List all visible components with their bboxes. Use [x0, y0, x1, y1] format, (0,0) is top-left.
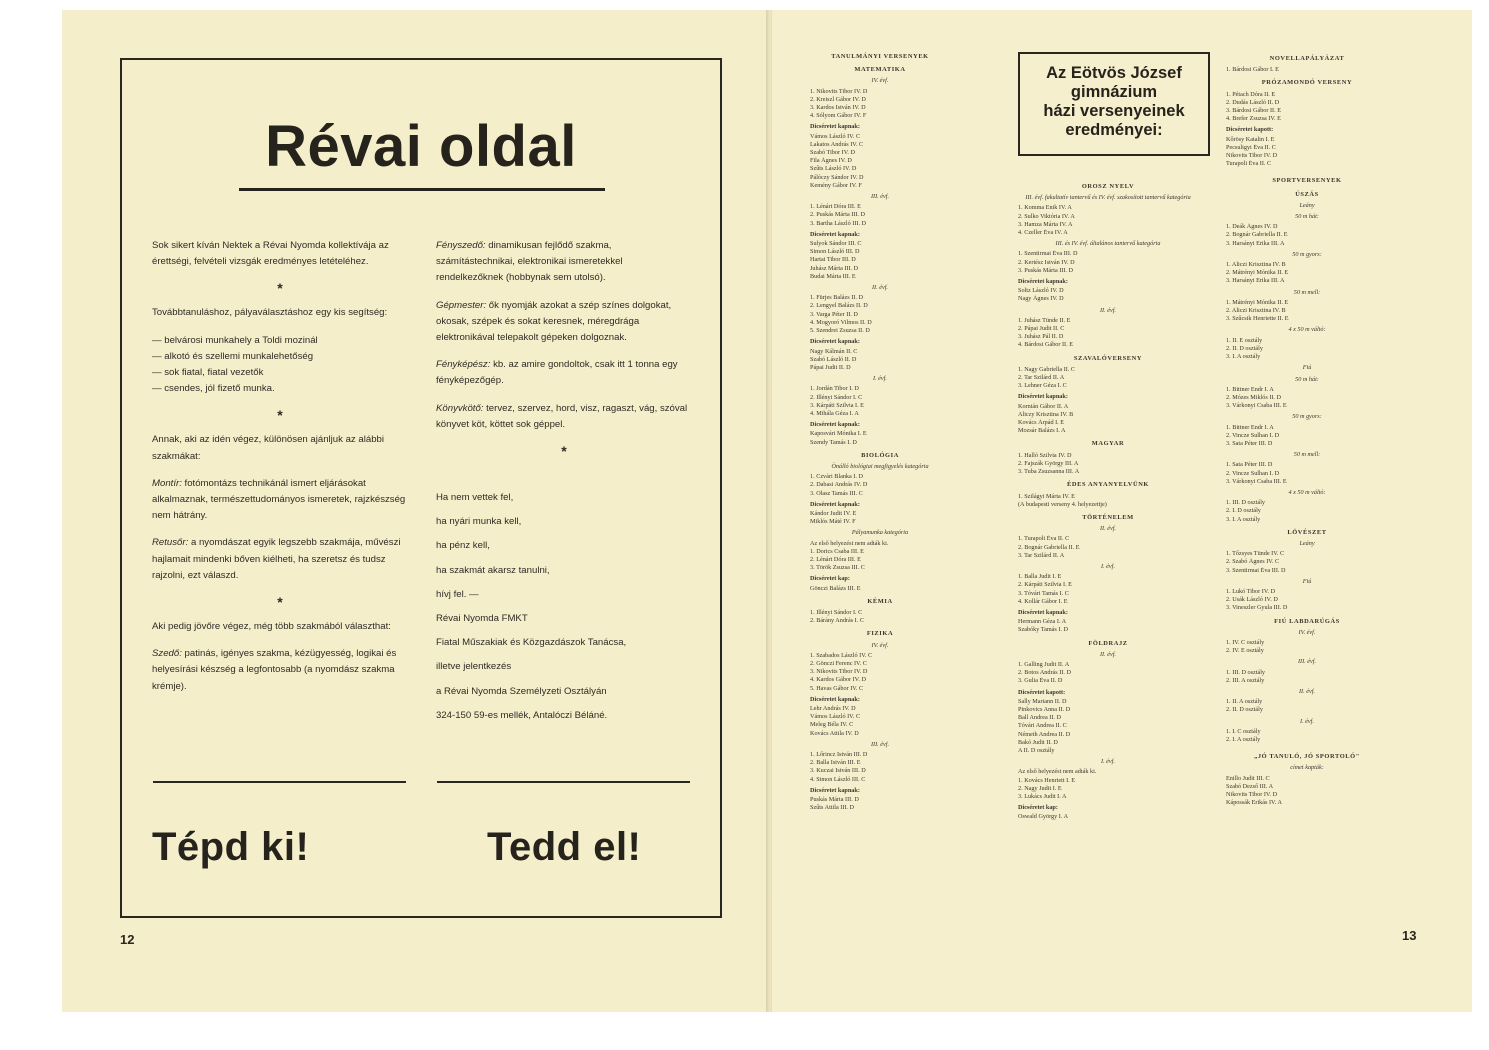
- result-entry: 2. Vincze Sulhan I. D: [1226, 469, 1280, 477]
- page-number-left: 12: [120, 932, 135, 947]
- szedo-text: patinás, igényes szakma, kézügyesség, logikai és helyesírási készség a legfontosabb (a nyomdász szakma krémje).: [152, 648, 397, 692]
- result-entry: 1. III. D osztály: [1226, 668, 1266, 676]
- result-entry: 4. Czeller Éva IV. A: [1018, 229, 1068, 237]
- result-entry: 1. Szabados László IV. C: [810, 651, 873, 659]
- result-entry: Szendy Tamás I. D: [810, 438, 857, 446]
- contact-line: ha pénz kell,: [436, 540, 490, 552]
- result-entry: 1. Bárdosi Gábor I. E: [1226, 66, 1279, 74]
- result-entry: 2. Nagy Judit I. E: [1018, 784, 1062, 792]
- section-heading: MATEMATIKA: [854, 66, 906, 74]
- result-entry: 2. Botos András II. D: [1018, 669, 1071, 677]
- result-entry: 5. Havas Gábor IV. C: [810, 684, 864, 692]
- gepmester-label: Gépmester:: [436, 299, 487, 311]
- section-subheading: 50 m hát:: [1295, 213, 1319, 221]
- result-entry: 3. Vineszler Gyula III. D: [1226, 604, 1288, 612]
- star-separator: *: [277, 594, 283, 611]
- section-subheading: IV. évf.: [871, 641, 889, 649]
- gepmester-text: ők nyomják azokat a szép színes dolgokat, okosak, szépek és sokat keresnek, méregdrága elektronikával telepakolt gépeken dolgoznak.: [436, 299, 672, 344]
- result-entry: 2. Kárpáti Szilvia I. E: [1018, 581, 1072, 589]
- result-entry: 3. Tóvári Tamás I. C: [1018, 589, 1069, 597]
- result-entry: 1. Halló Szilvia IV. D: [1018, 451, 1072, 459]
- result-entry: 3. Várkonyi Csaba III. E: [1226, 477, 1287, 485]
- result-entry: 1. II. E osztály: [1226, 336, 1263, 344]
- result-entry: Budai Márta III. E: [810, 272, 856, 280]
- cut-line-left: [153, 781, 406, 783]
- result-entry: Sally Mariann II. D: [1018, 697, 1067, 705]
- section-subheading: IV. évf.: [1298, 628, 1316, 636]
- retusor-paragraph: [152, 535, 408, 584]
- result-entry: 1. Pétach Dóra II. E: [1226, 90, 1276, 98]
- result-entry: Enillo Judit III. C: [1226, 774, 1270, 782]
- konyvkoto-text: tervez, szervez, hord, visz, ragaszt, vág, szóval könyvet köt, köttet sok géppel.: [436, 402, 688, 430]
- result-entry: 2. Tar Szilárd II. A: [1018, 374, 1065, 382]
- result-entry: 3. Kardos István IV. D: [810, 104, 866, 112]
- result-entry: 2. Vincze Sulhan I. D: [1226, 431, 1280, 439]
- result-entry: Oswald György I. A: [1018, 813, 1069, 821]
- section-heading: BIOLÓGIA: [861, 451, 899, 459]
- result-entry: Soltz László IV. D: [1018, 287, 1064, 295]
- section-heading: ÉDES ANYANYELVÜNK: [1067, 481, 1149, 489]
- montir-label: Montír:: [152, 477, 182, 489]
- result-entry: 2. Pápai Judit II. C: [1018, 325, 1065, 333]
- result-entry: Fila Ágnes IV. D: [810, 157, 852, 165]
- result-entry: 3. Hamza Márta IV. A: [1018, 220, 1073, 228]
- result-entry: 1. Komma Enik IV. A: [1018, 204, 1072, 212]
- result-entry: 2. I. A osztály: [1226, 736, 1261, 744]
- result-entry: Szabóky Tamás I. D: [1018, 626, 1068, 634]
- result-entry: 3. Kárpáti Szilvia I. E: [810, 401, 864, 409]
- result-entry: 1. Jordán Tibor I. D: [810, 385, 859, 393]
- result-entry: Szabó Dezső III. A: [1226, 782, 1274, 790]
- result-entry: 3. Szentirmai Éva III. D: [1226, 566, 1286, 574]
- result-entry: Az első helyezést nem adták ki.: [1018, 768, 1097, 776]
- result-entry: Pápai Judit II. D: [810, 363, 851, 371]
- section-subheading: Leány: [1299, 201, 1315, 209]
- result-entry: 2. Kertész István IV. D: [1018, 258, 1075, 266]
- star-separator: *: [561, 443, 567, 460]
- category-label: Dicséretet kapnak:: [810, 786, 860, 794]
- result-entry: 1. Tőzsyes Tünde IV. C: [1226, 550, 1285, 558]
- result-entry: Szűts László IV. D: [810, 165, 857, 173]
- result-entry: 2. Balla István III. E: [810, 759, 861, 767]
- section-subheading: címet kapták:: [1290, 764, 1324, 772]
- section-subheading: 50 m mell:: [1293, 451, 1321, 459]
- list-item: — belvárosi munkahely a Toldi mozinál: [152, 334, 318, 346]
- section-subheading: II. évf.: [872, 284, 888, 292]
- result-entry: Kápossák Erikás IV. A: [1226, 799, 1282, 807]
- result-entry: Szűts Attila III. D: [810, 804, 854, 812]
- result-entry: Kándor Judit IV. E: [810, 509, 857, 517]
- category-label: Dicséretet kapnak:: [810, 230, 860, 238]
- section-subheading: III. évf.: [870, 740, 890, 748]
- result-entry: 2. Puskás Márta III. D: [810, 211, 865, 219]
- section-subheading: 4 x 50 m váltó:: [1288, 488, 1326, 496]
- section-subheading: I. évf.: [1101, 758, 1115, 766]
- result-entry: Miklós Máté IV. F: [810, 518, 856, 526]
- list-item: — csendes, jól fizető munka.: [152, 383, 275, 395]
- results-column-2: [1018, 178, 1198, 822]
- result-entry: Turapoli Éva II. C: [1226, 160, 1272, 168]
- result-entry: 3. Bárdosi Gábor II. E: [1226, 107, 1281, 115]
- result-entry: 3. Tar Szilárd II. A: [1018, 551, 1065, 559]
- result-entry: 1. Juhász Tünde II. E: [1018, 316, 1071, 324]
- result-entry: 3. I. A osztály: [1226, 353, 1261, 361]
- result-entry: Lakatos András IV. C: [810, 140, 864, 148]
- result-entry: 2. Gönczi Ferenc IV. C: [810, 660, 867, 667]
- section-subheading: III. évf. fakultatív tantervű és IV. évf. szakosított tantervű kategória: [1025, 194, 1191, 202]
- result-entry: 4. Brefer Zsuzsa IV. E: [1226, 115, 1281, 123]
- result-entry: 1. Nikovits Tibor IV. D: [810, 87, 868, 95]
- result-entry: Ball Andrea II. D: [1018, 714, 1061, 722]
- result-entry: 4. Simon László III. C: [810, 775, 866, 783]
- help-list: [152, 333, 408, 398]
- section-heading: MAGYAR: [1091, 440, 1125, 448]
- contact-line: 324-150 59-es mellék, Antalóczi Béláné.: [436, 709, 608, 721]
- result-entry: 1. Galling Judit II. A: [1018, 660, 1070, 668]
- section-subheading: 50 m gyors:: [1292, 413, 1322, 421]
- result-entry: 1. Balla Judit I. E: [1018, 573, 1062, 581]
- result-entry: 1. Mátrényi Mónika II. E: [1226, 298, 1289, 306]
- result-entry: Németh Andrea II. D: [1018, 730, 1071, 738]
- result-entry: 2. Aliczi Krisztina IV. B: [1226, 307, 1286, 315]
- result-entry: 2. Fajszák György III. A: [1018, 459, 1079, 467]
- section-heading: NOVELLAPÁLYÁZAT: [1269, 55, 1345, 62]
- result-entry: 2. Bárány András I. C: [810, 617, 864, 625]
- result-entry: 1. Bittner Endr I. A: [1226, 423, 1274, 431]
- result-entry: Gönczi Balázs III. E: [810, 584, 861, 592]
- category-label: Dicséretet kap:: [810, 575, 850, 583]
- result-entry: 3. Gulia Éva II. D: [1018, 677, 1063, 685]
- section-heading: SZAVALÓVERSENY: [1073, 354, 1143, 362]
- fenyszedo-label: Fényszedő:: [436, 240, 486, 251]
- fenykepesz-label: Fényképész:: [436, 359, 491, 371]
- result-entry: Kovács Árpád I. E: [1018, 419, 1065, 427]
- konyvkoto-label: Könyvkötő:: [436, 402, 484, 414]
- result-entry: 1. Fürjes Balázs II. D: [810, 294, 863, 302]
- list-item: — alkotó és szellemi munkalehetőség: [152, 350, 314, 362]
- result-entry: 4. Mogyoró Vilmos II. D: [810, 318, 872, 326]
- recommend-text: Annak, aki az idén végez, különösen ajánljuk az alábbi szakmákat:: [152, 434, 385, 462]
- section-subheading: III. évf.: [870, 193, 890, 201]
- result-entry: Bakó Judit II. D: [1018, 738, 1058, 746]
- section-subheading: 50 m hát:: [1295, 375, 1319, 383]
- result-entry: Pinkovics Anna II. D: [1018, 705, 1071, 713]
- result-entry: Meleg Béla IV. C: [810, 721, 854, 729]
- result-entry: 3. Nikovits Tibor IV. D: [810, 668, 868, 676]
- results-column-1: [810, 48, 950, 812]
- list-item: — sok fiatal, fiatal vezetők: [152, 367, 264, 379]
- results-column-3: [1226, 50, 1388, 807]
- result-entry: Simon László III. D: [810, 248, 860, 256]
- section-heading: TANULMÁNYI VERSENYEK: [831, 53, 929, 60]
- result-entry: Vámos László IV. C: [810, 713, 861, 721]
- result-entry: Puskás Márta III. D: [810, 796, 859, 804]
- section-subheading: II. évf.: [1299, 688, 1315, 695]
- result-entry: 4. Sólyom Gábor IV. F: [810, 112, 867, 120]
- result-entry: 3. Szűcsik Henriette II. E: [1226, 315, 1289, 323]
- result-entry: 1. Lőrincz István III. D: [810, 751, 868, 759]
- category-label: Dicséretet kapott:: [1018, 688, 1066, 696]
- section-heading: LÖVÉSZET: [1287, 528, 1327, 536]
- middle-column: [436, 238, 692, 732]
- result-entry: 1. III. D osztály: [1226, 499, 1266, 507]
- result-entry: Hartai Tibor III. D: [810, 256, 856, 264]
- result-entry: 3. Puskás Márta III. D: [1018, 266, 1073, 274]
- section-subheading: II. évf.: [1100, 650, 1116, 658]
- result-entry: (A budapesti verseny 4. helyezettje): [1018, 500, 1107, 508]
- result-entry: 2. Bognár Gabriella II. E: [1018, 543, 1080, 551]
- szedo-paragraph: [152, 646, 408, 695]
- section-subheading: I. évf.: [1101, 562, 1115, 570]
- section-subheading: 4 x 50 m váltó:: [1288, 326, 1326, 334]
- result-entry: 1. IV. C osztály: [1226, 638, 1265, 646]
- result-entry: 3. Sata Péter III. D: [1226, 439, 1273, 447]
- section-subheading: 50 m mell:: [1293, 288, 1321, 296]
- retusor-label: Retusőr:: [152, 537, 189, 549]
- result-entry: Lehr András IV. D: [810, 705, 856, 713]
- contact-line: Fiatal Műszakiak és Közgazdászok Tanácsa,: [436, 637, 627, 649]
- fenyszedo-text: dinamikusan fejlődő szakma, számítástechnikai, elektronikai ismeretekkel rendelkezőknek (hobbynak sem utolsó).: [436, 240, 623, 284]
- result-entry: Kovács Attila IV. D: [810, 729, 859, 737]
- result-entry: 3. Juhász Pál II. D: [1018, 333, 1064, 341]
- result-entry: 1. II. A osztály: [1226, 698, 1263, 706]
- montir-paragraph: [152, 476, 408, 525]
- section-heading: OROSZ NYELV: [1081, 183, 1135, 190]
- result-entry: 1. Illényi Sándor I. C: [810, 608, 863, 616]
- result-entry: Vámos László IV. C: [810, 132, 861, 140]
- result-entry: Nagy Ágnes IV. D: [1018, 295, 1064, 303]
- result-entry: Kaposvári Mónika I. E: [810, 430, 867, 438]
- result-entry: 2. II. D osztály: [1226, 706, 1263, 714]
- section-subheading: III. és IV. évf. általános tantervű kategória: [1055, 240, 1161, 248]
- result-entry: 2. Bognár Gabriella II. E: [1226, 231, 1288, 239]
- section-heading: KÉMIA: [867, 597, 893, 605]
- result-entry: 4. Kardos Gábor IV. D: [810, 676, 866, 684]
- result-entry: 1. Aliczi Krisztina IV. B: [1226, 261, 1286, 269]
- help-intro: Továbbtanuláshoz, pályaválasztáshoz egy kis segítség:: [152, 307, 388, 319]
- result-entry: Kemény Gábor IV. F: [810, 181, 862, 189]
- result-entry: 1. Deák Ágnes IV. D: [1226, 223, 1278, 231]
- fenykepesz-text: kb. az amire gondoltok, csak itt 1 tonna egy fényképezőgép.: [436, 359, 678, 387]
- result-entry: 2. Dudás László II. D: [1226, 98, 1280, 106]
- contact-line: ha nyári munka kell,: [436, 516, 522, 528]
- section-subheading: 50 m gyors:: [1292, 250, 1322, 258]
- section-heading: TÖRTÉNELEM: [1082, 513, 1134, 521]
- result-entry: 2. Dabasi András IV. D: [810, 481, 868, 489]
- result-entry: Nikovits Tibor IV. D: [1226, 791, 1278, 799]
- category-label: Dicséretet kapnak:: [810, 338, 860, 346]
- result-entry: 2. Lénárt Dóra III. E: [810, 555, 861, 563]
- results-title-box: [1018, 52, 1210, 156]
- result-entry: 2. Usák László IV. D: [1226, 596, 1278, 604]
- result-entry: 1. Sata Péter III. D: [1226, 461, 1273, 469]
- title-underline: [239, 188, 605, 191]
- section-subheading: I. évf.: [1300, 717, 1314, 725]
- spacer: [1226, 744, 1388, 748]
- result-entry: 1. Szentirmai Éva III. D: [1018, 250, 1078, 258]
- result-entry: 3. Olasz Tamás III. C: [810, 489, 863, 497]
- section-subheading: II. évf.: [1100, 525, 1116, 533]
- fenyszedo-paragraph: [436, 238, 692, 287]
- intro-text: Sok sikert kíván Nektek a Révai Nyomda kollektívája az érettségi, felvételi vizsgák eredményes letételéhez.: [152, 240, 389, 268]
- section-heading: FIZIKA: [866, 630, 894, 638]
- section-heading: SPORTVERSENYEK: [1272, 177, 1342, 185]
- result-entry: 3. Harsányi Erika III. A: [1226, 277, 1285, 285]
- section-heading: PRÓZAMONDÓ VERSENY: [1261, 79, 1353, 87]
- contact-line: Ha nem vettek fel,: [436, 492, 514, 504]
- contact-line: Révai Nyomda FMKT: [436, 613, 528, 625]
- result-entry: Pálóczy Sándor IV. D: [810, 173, 864, 181]
- star-separator: *: [277, 407, 283, 424]
- left-column: [152, 238, 408, 706]
- result-entry: 2. Kreiszl Gábor IV. D: [810, 95, 866, 103]
- section-heading: „JÓ TANULÓ, JÓ SPORTOLÓ": [1254, 753, 1360, 761]
- contact-line: ha szakmát akarsz tanulni,: [436, 564, 550, 576]
- result-entry: Sulyok Sándor III. C: [810, 240, 862, 248]
- spacer: [1226, 168, 1388, 172]
- result-entry: 2. Sulko Viktória IV. A: [1018, 212, 1075, 220]
- slogan-left: Tépd ki!: [152, 825, 310, 869]
- box-title-line: gimnázium: [1070, 83, 1158, 101]
- section-subheading: Pályamunka kategória: [851, 529, 909, 537]
- section-heading: ÚSZÁS: [1295, 190, 1319, 198]
- star-separator: *: [277, 280, 283, 297]
- result-entry: A II. D osztály: [1018, 746, 1055, 754]
- category-label: Dicséretet kapnak:: [1018, 278, 1068, 286]
- result-entry: 4. Kollár Gábor I. E: [1018, 597, 1068, 605]
- result-entry: 2. Illényi Sándor I. C: [810, 393, 863, 401]
- section-subheading: II. évf.: [1100, 306, 1116, 314]
- category-label: Dicséretet kapnak:: [1018, 393, 1068, 401]
- category-label: Dicséretet kapnak:: [810, 695, 860, 703]
- cut-line-right: [437, 781, 690, 783]
- result-entry: Nikovits Tibor IV. D: [1226, 152, 1278, 160]
- result-entry: 5. Szendrei Zsuzsa II. D: [810, 327, 870, 335]
- section-subheading: III. évf.: [1297, 658, 1317, 666]
- section-subheading: IV. évf.: [871, 77, 889, 85]
- section-heading: FÖLDRAJZ: [1088, 639, 1128, 647]
- result-entry: Pecsuligyi Éva II. C: [1226, 143, 1276, 151]
- result-entry: Kőrösy Katalin I. E: [1226, 135, 1275, 143]
- result-entry: Szabó Tibor IV. D: [810, 149, 855, 157]
- result-entry: 2. III. A osztály: [1226, 676, 1265, 684]
- montir-text: fotómontázs technikánál ismert eljárásokat alkalmaznak, természettudományos ismeretek, rajzkészség nem hátrány.: [152, 477, 406, 522]
- category-label: Dicséretet kapnak:: [810, 500, 860, 508]
- konyvkoto-paragraph: [436, 401, 692, 433]
- result-entry: Nagy Kálmán II. C: [810, 347, 858, 355]
- result-entry: 2. IV. E osztály: [1226, 647, 1264, 655]
- result-entry: 1. Czvári Blanka I. D: [810, 473, 863, 481]
- retusor-text: a nyomdászat egyik legszebb szakmája, művészi hajlamait mindenki bőven kiélheti, ha szeretsz és tudsz rajzolni, ezt válaszd.: [152, 537, 401, 581]
- result-entry: 1. I. C osztály: [1226, 727, 1261, 735]
- section-subheading: Fiú: [1302, 364, 1312, 372]
- result-entry: Kornián Gábor II. A: [1018, 402, 1069, 410]
- result-entry: 2. Mózes Miklós II. D: [1226, 393, 1281, 401]
- slogan-right: Tedd el!: [487, 825, 642, 869]
- section-subheading: Önálló biológiai megfigyelés kategória: [831, 462, 929, 470]
- result-entry: 3. Bartha László III. D: [810, 219, 867, 227]
- result-entry: 3. Tuba Zsuzsanna III. A: [1018, 468, 1080, 476]
- result-entry: 1. Kovács Henriett I. E: [1018, 776, 1076, 784]
- result-entry: Hermann Géza I. A: [1018, 618, 1067, 626]
- result-entry: 3. Lukács Judit I. A: [1018, 793, 1067, 800]
- page-number-right: 13: [1402, 928, 1417, 943]
- result-entry: 1. Dorics Csaba III. E: [810, 547, 864, 555]
- box-title-line: házi versenyeinek: [1043, 102, 1185, 120]
- category-label: Dicséretet kapnak:: [810, 123, 860, 131]
- box-title-line: Az Eötvös József: [1046, 64, 1182, 82]
- contact-line: a Révai Nyomda Személyzeti Osztályán: [436, 685, 607, 697]
- result-entry: 1. Turapoli Éva II. C: [1018, 535, 1070, 543]
- result-entry: 3. Várkonyi Csaba III. E: [1226, 402, 1287, 410]
- result-entry: Szabó László II. D: [810, 355, 857, 363]
- result-entry: 3. Kuczai István III. D: [810, 767, 866, 775]
- box-title-line: eredményei:: [1065, 121, 1163, 139]
- result-entry: 2. Szabó Ágnes IV. C: [1226, 558, 1280, 566]
- section-subheading: Fiú: [1302, 577, 1312, 585]
- result-entry: 3. Lehner Géza I. C: [1018, 382, 1067, 390]
- result-entry: 3. Török Zsuzsa III. C: [810, 564, 865, 572]
- result-entry: 4. Mihála Géza I. A: [810, 409, 859, 417]
- result-entry: 1. Lénárt Dóra III. E: [810, 203, 861, 211]
- result-entry: 3. I. A osztály: [1226, 515, 1261, 523]
- contact-line: illetve jelentkezés: [436, 661, 512, 673]
- szedo-label: Szedő:: [152, 648, 182, 660]
- result-entry: 2. Mátrényi Mónika II. E: [1226, 269, 1289, 277]
- fenykepesz-paragraph: [436, 357, 692, 389]
- result-entry: 2. I. D osztály: [1226, 507, 1261, 515]
- result-entry: 1. Bittner Endr I. A: [1226, 385, 1274, 393]
- result-entry: Aliczy Krisztina IV. B: [1018, 410, 1074, 418]
- result-entry: Mozsár Balázs I. A: [1018, 427, 1066, 435]
- next-year-text: Aki pedig jövőre végez, még több szakmából választhat:: [152, 621, 391, 633]
- category-label: Dicséretet kapott:: [1226, 126, 1274, 134]
- result-entry: 4. Bárdosi Gábor II. E: [1018, 341, 1073, 349]
- section-heading: FIÚ LABDARÚGÁS: [1274, 617, 1340, 625]
- gepmester-paragraph: [436, 298, 692, 347]
- result-entry: Tóvári Andrea II. C: [1018, 722, 1067, 730]
- result-entry: 1. Nagy Gabriella II. C: [1018, 365, 1076, 373]
- result-entry: 3. Harsányi Erika III. A: [1226, 239, 1285, 247]
- section-subheading: I. évf.: [873, 375, 887, 383]
- result-entry: 3. Varga Péter II. D: [810, 310, 858, 318]
- result-entry: Juhász Márta III. D: [810, 264, 859, 272]
- category-label: Dicséretet kap:: [1018, 804, 1058, 812]
- result-entry: 2. Lengyel Balázs II. D: [810, 302, 868, 310]
- section-subheading: Leány: [1299, 539, 1315, 547]
- category-label: Dicséretet kapnak:: [810, 421, 860, 429]
- page-title: Révai oldal: [265, 114, 577, 179]
- result-entry: 1. Lukó Tibor IV. D: [1226, 587, 1276, 595]
- result-entry: 1. Szilágyi Márta IV. E: [1018, 492, 1075, 500]
- contact-line: hívj fel. —: [436, 588, 479, 600]
- result-entry: Az első helyezést nem adták ki.: [810, 539, 889, 547]
- result-entry: 2. II. D osztály: [1226, 344, 1263, 352]
- category-label: Dicséretet kapnak:: [1018, 608, 1068, 616]
